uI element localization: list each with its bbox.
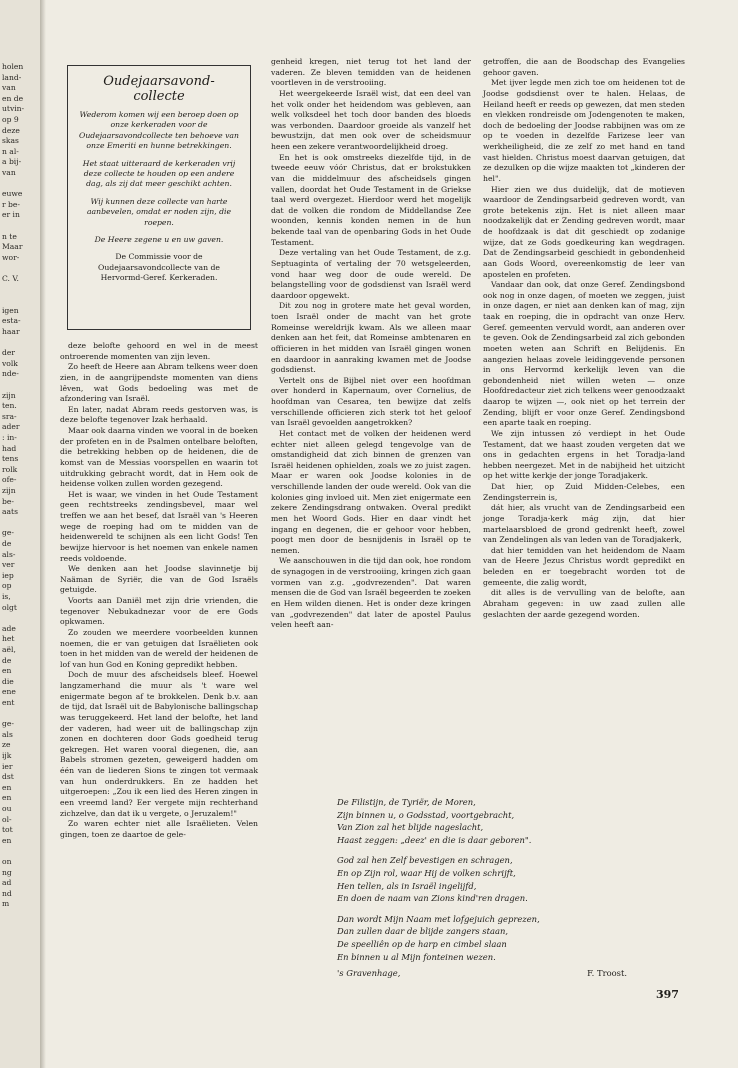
left-page-fragment: ge- [2,719,14,729]
poem-line: Haast zeggen: „deez' en die is daar geboren". [337,834,532,845]
poem-line: Dan zullen daar de blijde zangers staan, [337,926,509,937]
page-number: 397 [656,988,679,1001]
left-page-fragment: nd [2,888,12,898]
left-page-fragment: de [2,655,12,665]
signature-place: 's Gravenhage, [337,968,401,978]
article-paragraph: Dit zou nog in grotere mate het geval worden, toen Israël onder de macht van het grote Romeinse wereldrijk kwam. Als we alleen maar denken aan het feit, dat Romeinse ambtenaren en officieren in het midden van Israël gingen wonen en daardoor in aanraking kwamen met de Joodse godsdienst. [271,301,471,375]
left-page-fragment: C. V. [2,274,19,283]
article-paragraph: Voorts aan Daniël met zijn drie vrienden, die tegenover Nebukadnezar voor de ere Gods opkwamen. [60,596,258,627]
left-page-fragment: der [2,348,15,358]
left-page-fragment: ver [2,560,15,570]
left-page-fragment: r be- [2,199,20,209]
notice-paragraph: Het staat uitteraard de kerkeraden vrij deze collecte te houden op een andere dag, als zij dat meer geschikt achten. [82,158,236,189]
notice-paragraph: Wij kunnen deze collecte van harte aanbevelen, omdat er noden zijn, die roepen. [86,196,232,227]
left-page-fragment: aël, [2,645,16,654]
left-page-fragment: die [2,676,14,686]
left-page-fragment: ier [2,761,13,771]
poem-line: Zijn binnen u, o Godsstad, voortgebracht, [337,809,515,820]
article-paragraph: Vertelt ons de Bijbel niet over een hoofdman over honderd in Kapernaum, over Cornelius, de hoofdman van Cesarea, ten bewijze dat zelfs verschillende officieren zich sterk tot het geloof van Israël gevoelden aangetrokken? [271,375,471,428]
left-page-fragment: het [2,634,15,644]
article-paragraph: Dat hier, op Zuid Midden-Celebes, een Zendingsterrein is, [483,482,685,502]
left-page-fragment: en [2,793,12,803]
article-paragraph: Met ijver legde men zich toe om heidenen tot de Joodse godsdienst over te halen. Helaas, de Heiland heeft er reeds op gewezen, dat men steden en vlekken rondreisde om Jodengenoten te maken, doch de bedoeling der Joodse rabbijnen was om ze op te voeden in dezelfde Farizese leer van werkheiligheid, die ze zelf zo met hand en tand vast hielden. Christus moest daarvan getuigen, dat ze dezulken op die wijze maakten tot „kinderen der hel". [483,78,685,183]
article-paragraph: Het is waar, we vinden in het Oude Testament geen rechtstreeks zendingsbevel, maar wel treffen we aan het besef, dat Israël van 's Heeren wege de roeping had om te midden van de heidenwereld te schijnen als een licht Gods! Ten bewijze hiervoor is het noemen van enkele namen reeds voldoende. [60,489,258,563]
left-page-fragment: ader [2,422,20,432]
left-page-fragment: holen [2,62,24,71]
poem-line: De Filistijn, de Tyriër, de Moren, [337,797,476,807]
left-page-fragment: van [2,83,16,93]
left-page-fragment: : in- [2,433,17,442]
article-paragraph: Maar ook daarna vinden we vooral in de boeken der profeten en in de Psalmen ontelbare beloften, die betrekking hebben op de heidenen, die de komst van de Messias voorspellen en waarin tot uitdrukking gebracht wordt, dat in Hem ook de heidense volken zullen worden gezegend. [60,426,258,489]
left-page-fragment: deze [2,125,20,135]
notice-title: Oudejaarsavond- collecte [103,74,215,104]
left-page-fragment: Maar [2,242,23,252]
left-page-gutter [0,0,41,1068]
poem-line: En binnen u al Mijn fonteinen wezen. [337,951,496,962]
left-page-fragment: euwe [2,189,23,199]
article-paragraph: Hier zien we dus duidelijk, dat de motieven waardoor de Zendingsarbeid gedreven wordt, van grote betekenis zijn. Het is niet alleen maar noodzakelijk dat er Zending gedreven wordt, maar de hoofdzaak is dat dit geschiedt op zodanige wijze, dat ze Gods goedkeuring kan wegdragen. Dat de Zendingsarbeid geschiedt in gebondenheid aan Gods Woord, overeenkomstig de leer van apostelen en profeten. [483,184,685,279]
article-column-1 [60,341,258,840]
left-page-fragment: de [2,539,12,548]
left-page-fragment: ol- [2,814,12,824]
left-page-fragment: en [2,666,12,676]
article-paragraph: We denken aan het Joodse slavinnetje bij Naäman de Syriër, die van de God Israëls getuigde. [60,564,258,595]
left-page-fragment: on [2,857,12,866]
left-page-fragment: utvin- [2,104,25,114]
left-page-fragment: wor- [2,252,20,262]
left-page-fragment: en [2,782,12,792]
left-page-fragment: op 9 [2,115,19,124]
article-paragraph: dát hier, als vrucht van de Zendingsarbeid een jonge Toradja-kerk mág zijn, dat hier martelaarsbloed de grond gedrenkt heeft, zowel van Zendelingen als van leden van de Toradjakerk, [483,503,685,545]
article-paragraph: deze belofte gehoord en wel in de meest ontroerende momenten van zijn leven. [60,341,258,361]
left-page-fragment: skas [2,136,19,146]
left-page-fragment: m [2,899,10,909]
article-paragraph: Het contact met de volken der heidenen werd echter niet alleen gelegd tengevolge van de omstandigheid dat zich binnen de grenzen van Israël heidenen ophielden, zoals we zo juist zagen. Maar er waren ook Joodse kolonies in de verschillende landen der oude wereld. Ook van die kolonies ging invloed uit. Men ziet enigermate een zekere Zendingsdrang ontwaken. Overal predikt men het Woord Gods. Hier en daar vindt het ingang en degenen, die er gehoor voor hebben, poogt men door de besnijdenis in Israël op te nemen. [271,428,471,555]
poem-line: God zal hen Zelf bevestigen en schragen, [337,855,513,866]
left-page-fragment: olgt [2,602,17,612]
left-page-fragment: haar [2,327,20,336]
poem-line: De speelliên op de harp en cimbel slaan [337,938,507,949]
left-page-fragment: land- [2,72,22,82]
article-paragraph: Vandaar dan ook, dat onze Geref. Zendingsbond ook nog in onze dagen, of moeten we zeggen, juist in onze dagen, er niet aan denken kan of mag, zijn taak en roeping, die in opdracht van onze Herv. Geref. gemeenten vervuld wordt, aan anderen over te geven. Ook de Zendingsarbeid zal zich gebonden moeten weten aan Schrift en Belijdenis. En aangezien helaas zovele leidinggevende personen in ons Hervormd kerkelijk leven van die gebondenheid niet willen weten — onze Hoofdredacteur ziet zich telkens weer genoodzaakt daarop te wijzen —, ook niet op het terrein der Zending, blijft er voor onze Geref. Zendingsbond een aparte taak en roeping. [483,280,685,428]
article-paragraph: genheid kregen, niet terug tot het land der vaderen. Ze bleven temidden van de heidenen voortleven in de verstrooiing. [271,57,471,88]
left-page-fragment: en de [2,93,24,103]
left-page-fragment: had [2,443,17,453]
collection-notice-box [67,65,251,330]
article-author: F. Troost. [587,968,627,978]
article-paragraph: Zo heeft de Heere aan Abram telkens weer doen zien, in de aangrijpendste momenten van diens lêven, wat Gods bedoeling was met de afzondering van Israël. [60,362,258,404]
left-page-fragment: ng [2,867,12,877]
left-page-fragment: a bij- [2,157,22,167]
left-page-fragment: zijn [2,390,16,400]
left-page-fragment: be- [2,496,14,506]
left-page-fragment: igen [2,305,19,315]
article-paragraph: Doch de muur des afscheidsels bleef. Hoewel langzamerhand die muur als 't ware wel enigermate begon af te brokkelen. Denk b.v. aan de tijd, dat Israël uit de Babylonische ballingschap was teruggekeerd. Het land der belofte, het land der vaderen, had weer uit de ballingschap zijn zonen en dochteren door Gods goedheid terug gekregen. Het waren vooral diegenen, die, aan Babels stromen gezeten, geweigerd hadden om één van de liederen Sions te zingen tot vermaak van hun onderdrukkers. En ze hadden het uitgeroepen: „Zou ik een lied des Heren zingen in een vreemd land? Eer vergete mijn rechterhand zichzelve, dan dat ik u vergete, o Jeruzalem!" [60,670,258,818]
poem-line: Van Zion zal het blijde nageslacht, [337,822,484,833]
left-page-fragment: is, [2,592,11,601]
article-column-3 [483,57,685,620]
left-page-fragment: tot [2,825,13,835]
left-page-fragment: op [2,581,12,591]
article-paragraph: En het is ook omstreeks diezelfde tijd, in de tweede eeuw vóór Christus, dat er brokstukken van die middelmuur des afscheidsels gingen vallen, doordat het Oude Testament in de Griekse taal werd overgezet. Hierdoor werd het mogelijk dat de volken die rondom de Middellandse Zee woonden, kennis konden nemen in de hun bekende taal van de openbaring Gods in het Oude Testament. [271,152,471,247]
left-page-fragment: ijk [2,751,12,760]
left-page-fragment: nde- [2,369,19,379]
left-page-fragment: er in [2,210,20,220]
poem-line: Hen tellen, als in Israël ingelijfd, [337,880,477,891]
notice-paragraph: De Heere zegene u en uw gaven. [94,235,224,245]
left-page-fragment: ent [2,698,15,707]
left-page-fragment: ene [2,687,16,697]
left-page-fragment: ade [2,623,16,633]
left-page-fragment: ou [2,804,12,813]
left-page-fragment: en [2,835,12,845]
left-page-fragment: volk [2,358,18,368]
poem-line: En doen de naam van Zions kind'ren dragen. [337,893,528,904]
left-page-fragment: ten. [2,401,17,411]
left-page-fragment: n al- [2,146,19,156]
left-page-fragment: tens [2,454,19,464]
article-paragraph: getroffen, die aan de Boodschap des Evangelies gehoor gaven. [483,57,685,77]
left-page-fragment: n te [2,231,17,241]
left-page-fragment: als- [2,549,16,559]
binding-shadow [40,0,46,1068]
notice-signature: De Commissie voor de Oudejaarsavondcollecte van de Hervormd-Geref. Kerkeraden. [98,252,220,283]
article-column-2 [271,57,471,631]
left-page-fragment: ze [2,740,11,750]
article-paragraph: Het weergekeerde Israël wist, dat een deel van het volk onder het heidendom was gebleven, aan welk volksdeel het toch door banden des bloeds was verbonden. Daardoor groeide als vanzelf het bewustzijn, dat men ook over de scheidsmuur heen een zekere verantwoordelijkheid droeg. [271,88,471,151]
article-paragraph: dit alles is de vervulling van de belofte, aan Abraham gegeven: in uw zaad zullen alle geslachten der aarde gezegend worden. [483,588,685,619]
article-paragraph: We aanschouwen in die tijd dan ook, hoe rondom de synagogen in de verstrooiing, kringen zich gaan vormen van z.g. „godvrezenden". Dat waren mensen die de God van Israël begeerden te zoeken en Hem wilden dienen. Het is onder deze kringen van „godvrezenden" dat later de apostel Paulus velen heeft aan- [271,556,471,630]
left-page-fragment: ge- [2,528,14,538]
left-page-fragment: ad [2,878,12,888]
article-paragraph: dat hier temidden van het heidendom de Naam van de Heere Jezus Christus wordt gepredikt en beleden en er toegebracht worden tot de gemeente, die zalig wordt, [483,545,685,587]
notice-body [78,110,240,245]
article-paragraph: Zo zouden we meerdere voorbeelden kunnen noemen, die er van getuigen dat Israëlieten ook toen in het midden van de wereld der heidenen de lof van hun God en Koning gepredikt hebben. [60,627,258,669]
left-page-fragment: rolk [2,464,18,474]
left-page-fragment: zijn [2,486,16,495]
left-page-fragment: iep [2,570,14,580]
left-page-fragment: sra- [2,411,17,421]
left-page-fragment: dst [2,772,14,782]
left-page-fragment: van [2,168,16,177]
notice-paragraph: Wederom komen wij een beroep doen op onze kerkeraden voor de Oudejaarsavondcollecte ten behoeve van onze Emeriti en hunne betrekkingen. [79,110,239,151]
closing-poem [337,796,540,963]
poem-line: En op Zijn rol, waar Hij de volken schrijft, [337,867,516,878]
article-paragraph: Zo waren echter niet alle Israëlieten. Velen gingen, toen ze daartoe de gele- [60,819,258,839]
left-page-fragment: ofe- [2,475,17,485]
left-page-fragment: esta- [2,316,21,326]
left-page-fragment: als [2,729,13,739]
poem-line: Dan wordt Mijn Naam met lofgejuich geprezen, [337,913,540,924]
article-paragraph: We zijn intussen zó verdiept in het Oude Testament, dat we haast zouden vergeten dat we ons in gedachten ergens in het Toradja-land hebben neergezet. Met in de nabijheid het uitzicht op het witte kerkje der jonge Toradjakerk. [483,428,685,481]
article-paragraph: Deze vertaling van het Oude Testament, de z.g. Septuaginta of vertaling der 70 wetsgeleerden, vond haar weg door de oude wereld. De belangstelling voor de godsdienst van Israël werd daardoor opgewekt. [271,248,471,300]
left-page-fragment: aats [2,507,19,517]
article-paragraph: En later, nadat Abram reeds gestorven was, is deze belofte tegenover Izak herhaald. [60,404,258,425]
